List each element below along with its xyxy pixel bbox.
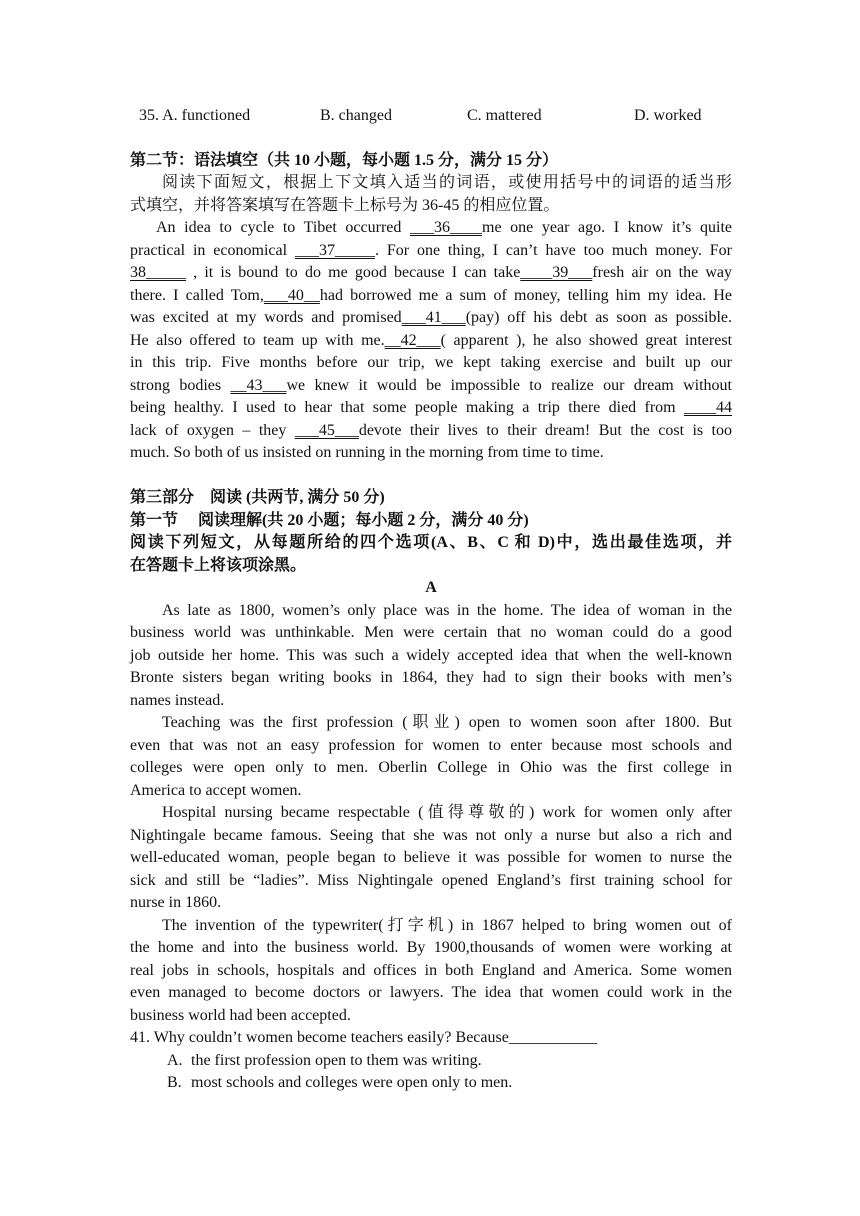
cloze-line: much. So both of us insisted on running in the morning from time to time.	[130, 444, 604, 461]
passage-line: Hospital nursing became respectable (值得尊敬的) work for women only after	[162, 804, 732, 821]
passage-line: even managed to become doctors or lawyers. The idea that women could work in the	[130, 984, 732, 1001]
passage-line: colleges were open only to men. Oberlin College in Ohio was the first college in	[130, 759, 732, 776]
part3-subheading: 第一节 阅读理解(共 20 小题；每小题 2 分，满分 40 分)	[130, 512, 529, 529]
blank-44: ____44	[684, 399, 732, 416]
passage-line: Bronte sisters began writing books in 1864, they had to sign their books with men’s	[130, 669, 732, 686]
passage-line: job outside her home. This was such a widely accepted idea that when the well-known	[130, 647, 732, 664]
passage-line: As late as 1800, women’s only place was in the home. The idea of woman in the	[162, 602, 732, 619]
blank-43: __43___	[230, 377, 287, 394]
question-41-option	[130, 1072, 732, 1095]
passage-line: The invention of the typewriter(打字机) in 1867 helped to bring women out of	[162, 917, 732, 934]
blank-42: __42___	[384, 332, 441, 349]
passage-line: business world had been accepted.	[130, 1007, 351, 1024]
cloze-line: practical in economical ___37_____. For one thing, I can’t have too much money. For	[130, 242, 732, 259]
cloze-line: being healthy. I used to hear that some people making a trip there died from ____44	[130, 399, 732, 416]
blank-38: 38_____	[130, 264, 186, 281]
q35-option-c: C. mattered	[467, 107, 542, 124]
cloze-line: was excited at my words and promised___41___(pay) off his debt as soon as possible.	[130, 309, 733, 326]
cloze-line: lack of oxygen – they ___45___devote their lives to their dream! But the cost is too	[130, 422, 732, 439]
blank-41: ___41___	[401, 309, 466, 326]
q35-option-d: D. worked	[634, 107, 702, 124]
passage-line: sick and still be “ladies”. Miss Nightingale opened England’s first training school for	[130, 872, 732, 889]
question-41-stem: 41. Why couldn’t women become teachers easily? Because___________	[130, 1029, 597, 1046]
passage-line: even that was not an easy profession for women to enter because most schools and	[130, 737, 732, 754]
blank-39: ____39___	[520, 264, 593, 281]
q35-option-a: 35. A. functioned	[139, 107, 251, 124]
passage-line: nurse in 1860.	[130, 894, 222, 911]
part3-heading: 第三部分 阅读 (共两节, 满分 50 分)	[130, 489, 385, 506]
q35-option-b: B. changed	[320, 107, 392, 124]
cloze-line: in this trip. Five months before our trip, we kept taking exercise and built up our	[130, 354, 732, 371]
passage-line: well-educated woman, people began to believe it was possible for women to nurse the	[130, 849, 732, 866]
passage-label: A	[425, 579, 437, 596]
cloze-line: strong bodies __43___we knew it would be impossible to realize our dream without	[130, 377, 732, 394]
cloze-line: An idea to cycle to Tibet occurred ___36____me one year ago. I know it’s quite	[156, 219, 733, 236]
passage-line: America to accept women.	[130, 782, 302, 799]
passage-line: Teaching was the first profession (职业) open to women soon after 1800. But	[162, 714, 732, 731]
option-text: most schools and colleges were open only to men.	[191, 1074, 513, 1091]
cloze-line: He also offered to team up with me.__42___( apparent ), he also showed great interest	[130, 332, 733, 349]
option-text: the first profession open to them was writing.	[191, 1052, 482, 1069]
section2-instruction-line: 阅读下面短文，根据上下文填入适当的词语，或使用括号中的词语的适当形	[162, 174, 732, 191]
passage-line: the home and into the business world. By 1900,thousands of women were working at	[130, 939, 732, 956]
section2-instruction-line: 式填空，并将答案填写在答题卡上标号为 36-45 的相应位置。	[130, 197, 560, 214]
question-41-option	[130, 1050, 732, 1073]
passage-line: real jobs in schools, hospitals and offices in both England and America. Some women	[130, 962, 732, 979]
passage-line: Nightingale became famous. Seeing that she was not only a nurse but also a rich and	[130, 827, 732, 844]
blank-37: ___37_____	[294, 242, 375, 259]
passage-line: names instead.	[130, 692, 225, 709]
option-letter: B.	[167, 1074, 182, 1091]
option-letter: A.	[167, 1052, 183, 1069]
part3-instruction-line: 在答题卡上将该项涂黑。	[130, 557, 307, 574]
blank-45: ___45___	[294, 422, 359, 439]
cloze-line: there. I called Tom,___40__had borrowed me a sum of money, telling him my idea. He	[130, 287, 733, 304]
part3-instruction-line: 阅读下列短文，从每题所给的四个选项(A、B、C 和 D)中，选出最佳选项，并	[130, 534, 732, 551]
cloze-line: 38_____ , it is bound to do me good because I can take____39___fresh air on the way	[130, 264, 732, 281]
passage-line: business world was unthinkable. Men were certain that no woman could do a good	[130, 624, 732, 641]
blank-40: ___40__	[263, 287, 320, 304]
blank-36: ___36____	[410, 219, 482, 236]
section2-heading: 第二节：语法填空（共 10 小题，每小题 1.5 分，满分 15 分）	[130, 152, 559, 169]
